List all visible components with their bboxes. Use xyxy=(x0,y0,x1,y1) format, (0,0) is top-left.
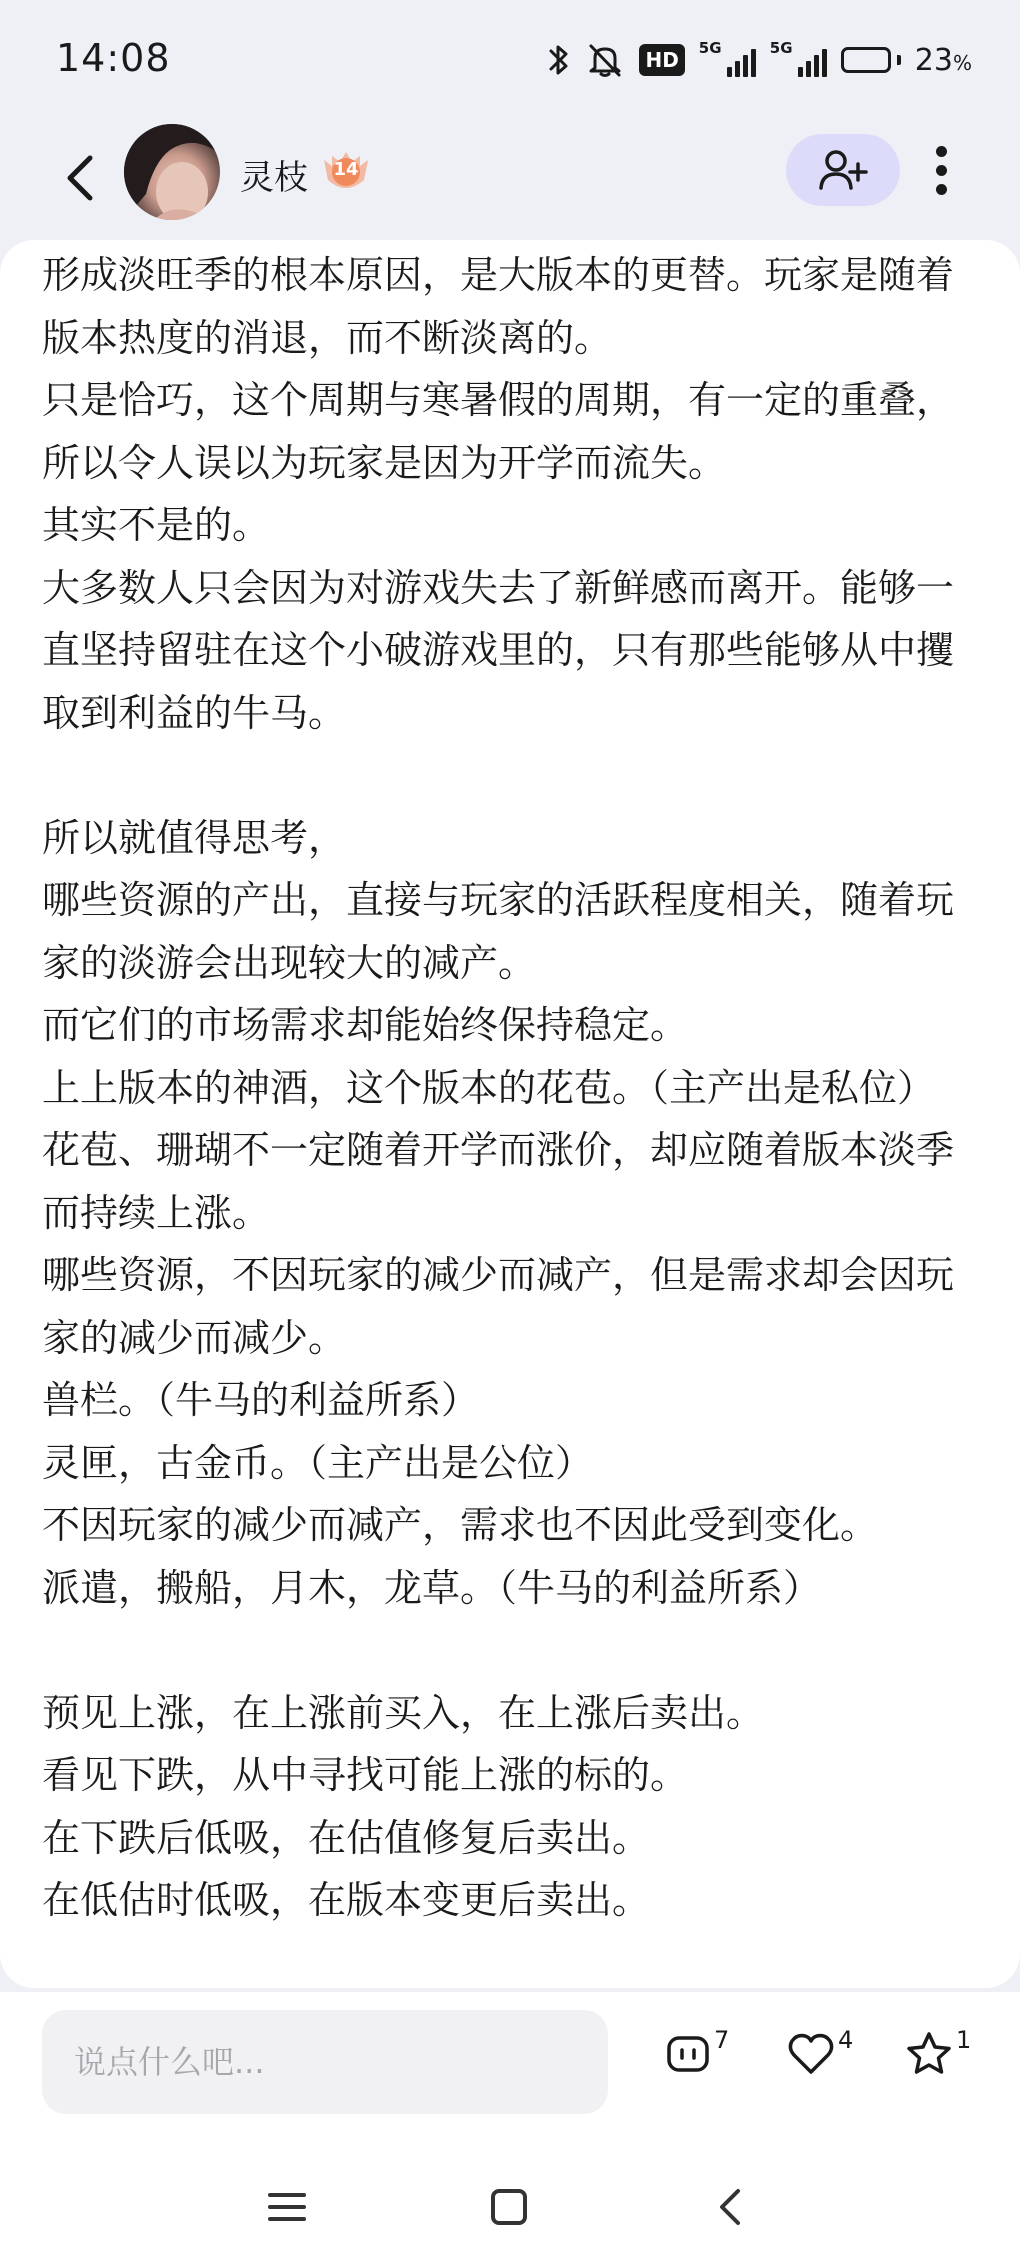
like-count: 4 xyxy=(838,2026,854,2054)
paragraph: 所以就值得思考， xyxy=(42,815,347,860)
signal-icon-2 xyxy=(769,39,827,77)
status-icons xyxy=(547,38,972,82)
star-icon xyxy=(904,2030,954,2078)
battery-icon xyxy=(841,47,901,73)
post-content xyxy=(0,240,1020,1988)
favorite-count: 1 xyxy=(956,2026,972,2054)
more-dots-icon xyxy=(936,146,947,157)
comment-count: 7 xyxy=(714,2026,730,2054)
hd-voice-badge: HD xyxy=(639,44,684,76)
paragraph: 灵匣，古金币。（主产出是公位） xyxy=(42,1440,594,1485)
article-body xyxy=(42,244,982,1932)
back-arrow-icon xyxy=(716,2187,746,2227)
signal-icon-1 xyxy=(698,39,756,77)
system-nav-bar xyxy=(0,2152,1020,2267)
paragraph: 花苞、珊瑚不一定随着开学而涨价，却应随着版本淡季而持续上涨。 xyxy=(42,1128,955,1235)
chevron-left-icon xyxy=(62,154,98,202)
network-type-2: 5G xyxy=(769,39,793,57)
paragraph: 在下跌后低吸，在估值修复后卖出。 xyxy=(42,1815,651,1860)
paragraph: 只是恰巧，这个周期与寒暑假的周期，有一定的重叠，所以令人误以为玩家是因为开学而流失。 xyxy=(42,378,955,485)
paragraph: 大多数人只会因为对游戏失去了新鲜感而离开。能够一直坚持留驻在这个小破游戏里的，只有那些能够从中攫取到利益的牛马。 xyxy=(42,565,955,735)
comment-input[interactable] xyxy=(42,2010,608,2114)
system-back-button[interactable] xyxy=(696,2172,766,2242)
status-time: 14:08 xyxy=(56,36,171,80)
paragraph: 形成淡旺季的根本原因，是大版本的更替。玩家是随着版本热度的消退，而不断淡离的。 xyxy=(42,253,955,360)
network-type-1: 5G xyxy=(698,39,722,57)
bottom-action-bar xyxy=(0,1992,1020,2152)
status-bar xyxy=(0,0,1020,120)
blank-line xyxy=(42,1619,982,1682)
follow-button[interactable] xyxy=(786,134,900,206)
more-options-button[interactable] xyxy=(926,142,956,198)
comment-icon xyxy=(664,2030,712,2078)
heart-icon xyxy=(786,2030,836,2078)
post-header xyxy=(0,118,1020,238)
level-badge: 14 xyxy=(320,150,372,194)
battery-percent: 23% xyxy=(914,42,972,78)
bluetooth-icon xyxy=(547,42,571,78)
like-button[interactable] xyxy=(786,2026,854,2094)
username[interactable]: 灵枝 xyxy=(240,158,308,198)
paragraph: 预见上涨，在上涨前买入，在上涨后卖出。 xyxy=(42,1690,765,1735)
mute-bell-icon xyxy=(585,42,625,78)
paragraph: 不因玩家的减少而减产，需求也不因此受到变化。 xyxy=(42,1503,879,1547)
comment-button[interactable] xyxy=(664,2026,730,2094)
add-friend-icon xyxy=(818,148,868,192)
menu-icon xyxy=(267,2189,307,2225)
square-icon xyxy=(489,2187,529,2227)
paragraph: 在低估时低吸，在版本变更后卖出。 xyxy=(42,1878,651,1922)
favorite-button[interactable] xyxy=(904,2026,972,2094)
paragraph: 上上版本的神酒，这个版本的花苞。（主产出是私位） xyxy=(42,1065,936,1110)
recent-apps-button[interactable] xyxy=(252,2172,322,2242)
avatar[interactable] xyxy=(124,124,220,220)
paragraph: 看见下跌，从中寻找可能上涨的标的。 xyxy=(42,1753,689,1797)
paragraph: 兽栏。（牛马的利益所系） xyxy=(42,1378,480,1422)
paragraph: 其实不是的。 xyxy=(42,503,271,547)
blank-line xyxy=(42,744,982,807)
paragraph: 哪些资源的产出，直接与玩家的活跃程度相关，随着玩家的淡游会出现较大的减产。 xyxy=(42,878,955,985)
home-button[interactable] xyxy=(474,2172,544,2242)
paragraph: 派遣，搬船，月木，龙草。（牛马的利益所系） xyxy=(42,1565,822,1610)
paragraph: 哪些资源，不因玩家的减少而减产，但是需求却会因玩家的减少而减少。 xyxy=(42,1253,955,1360)
paragraph: 而它们的市场需求却能始终保持稳定。 xyxy=(42,1003,689,1047)
back-button[interactable] xyxy=(50,148,110,208)
